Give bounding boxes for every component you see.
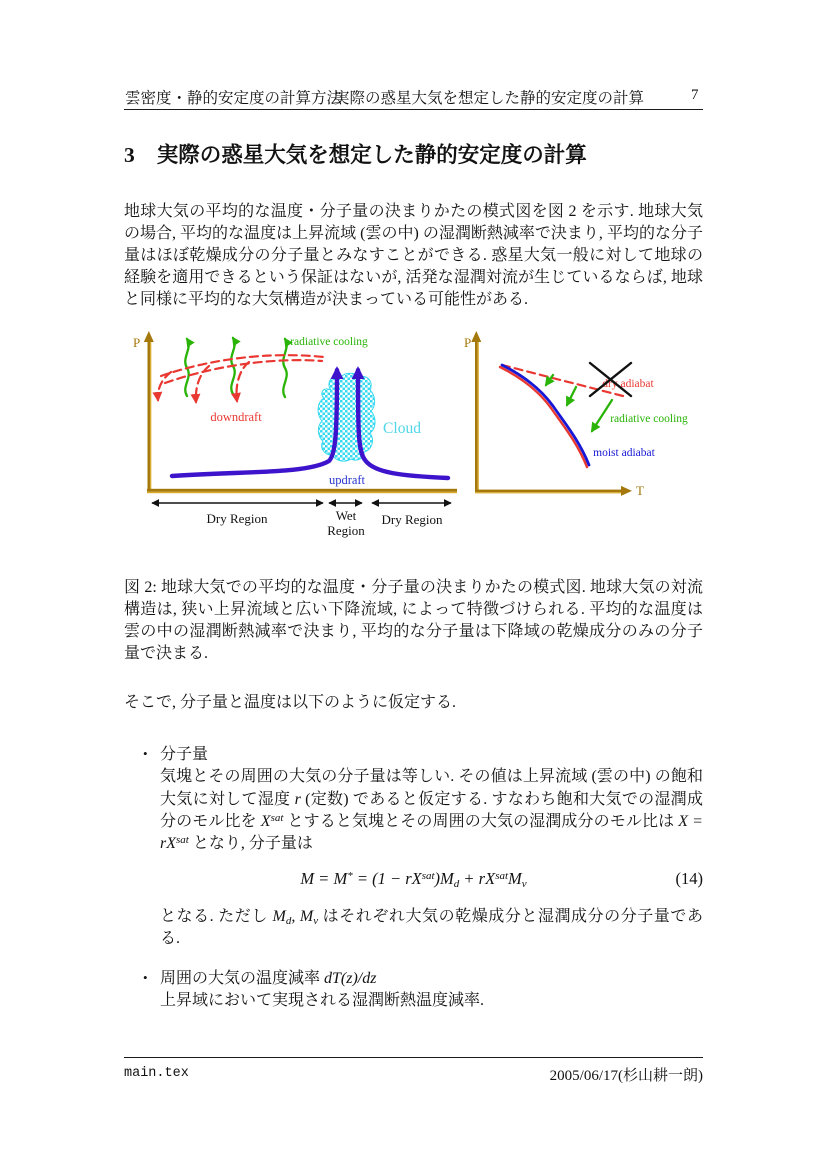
moist-adiabat-blue-curve [502,365,589,465]
moist-adiabat-red-curve [500,367,587,467]
bullet-2-title-row [143,967,703,990]
header-left-title: 雲密度・静的安定度の計算方法 [125,90,343,107]
header-right-title: 実際の惑星大気を想定した静的安定度の計算 [334,90,645,107]
paragraph-1: 地球大気の平均的な温度・分子量の決まりかたの模式図を図 2 を示す. 地球大気の場合, 平均的な温度は上昇流域 (雲の中) の湿潤断熱減率で決まり, 平均的な分子量はほぼ乾燥成分の分子量とみなすことができる. 惑星大気一般に対して地球の経験を適用できるという保証はないが, 活発な湿潤対流が生じているならば, 地球と同様に平均的な大気構造が決まっている可能性がある. [124,203,703,309]
math-md-sub: d [285,915,292,927]
math-xsat-base: X [260,812,271,830]
bullet-icon: • [143,746,148,761]
bullet-2-text-1: 周囲の大気の温度減率 [160,970,325,987]
right-p-axis-label: P [464,335,472,350]
eq-sub-v: v [521,878,527,890]
bullet-1-title-row [143,743,703,766]
section-number: 3 [124,143,135,167]
left-radiative-cooling-label: radiative cooling [290,336,368,348]
right-radiative-cooling-label: radiative cooling [610,413,688,425]
footer-date-author: 2005/06/17(杉山耕一朗) [549,1068,703,1084]
wet-region-label-line2: Region [327,523,365,538]
after-equation-text [160,906,703,951]
dry-adiabat-label: dry adiabat [602,378,654,390]
dry-region-left-label: Dry Region [206,511,268,526]
bullet-molecular-weight [143,743,703,855]
footer-filename: main.tex [124,1066,189,1081]
equation-number: (14) [675,869,703,888]
eq-sub-d: d [453,878,460,890]
math-md-base: M [272,908,286,925]
updraft-label: updraft [328,473,366,487]
eq-part-3: )M [434,869,454,888]
math-xsat-sup: sat [270,811,284,824]
bullet-2-body: 上昇域において実現される湿潤断熱温度減率. [160,992,485,1010]
math-x-rxsat-sup: sat [176,834,189,847]
bullet-1-title: 分子量 [160,746,209,763]
right-diagram [460,330,710,505]
page-number: 7 [691,87,699,103]
cloud-shape [318,373,375,461]
bullet-1-text-3: とすると気塊とその周囲の大気の湿潤成分のモル比は [283,812,679,830]
eq-sup-sat-1: sat [421,870,435,882]
left-p-axis-label: P [133,335,141,350]
eq-sup-sat-2: sat [495,870,509,882]
right-t-axis-label: T [636,483,644,498]
dry-region-right-label: Dry Region [381,512,443,527]
bullet-lapse-rate [143,967,703,1013]
math-r: r [294,790,301,808]
downdraft-arrows [158,355,324,402]
wet-region-label-line1: Wet [335,508,357,523]
left-diagram [125,330,465,542]
after-eq-text-1: となる. ただし [160,908,273,925]
bullet-1-text-2: (定数) であると仮定する. すなわち飽和大気での湿潤成分のモル比を [160,790,703,830]
paragraph-2: そこで, 分子量と温度は以下のように仮定する. [124,694,457,711]
figure-caption: 図 2: 地球大気での平均的な温度・分子量の決まりかたの模式図. 地球大気の対流構造は, 狭い上昇流域と広い下降流域, によって特徴づけられる. 平均的な温度は雲の中の湿潤断熱減率で決まり, 平均的な分子量は下降域の乾燥成分のみの分子量で決まる. [124,579,703,663]
math-comma: , [291,908,300,925]
header-rule [124,109,703,110]
downdraft-label: downdraft [210,410,262,424]
section-title: 実際の惑星大気を想定した静的安定度の計算 [156,143,587,167]
footer-rule [124,1057,703,1058]
right-diagram-axes [471,331,632,496]
after-eq-text-2: はそれぞれ大気の乾燥成分と湿潤成分の分子量である. [160,908,703,948]
bullet-1-body [160,766,703,855]
eq-part-5: M [508,869,522,888]
eq-part-4: + rX [459,869,496,888]
eq-sup-star: * [347,870,353,882]
section-heading [124,138,587,169]
cloud-label: Cloud [383,420,421,437]
bullet-1-text-4: となり, 分子量は [188,835,313,853]
eq-part-1: M = M [300,869,348,888]
math-mv-base: M [299,908,314,925]
math-dtdz: dT(z)/dz [324,970,377,987]
bullet-icon: • [143,970,148,985]
eq-part-2: = (1 − rX [352,869,422,888]
moist-adiabat-label: moist adiabat [593,447,655,459]
bullet-1-text-1: 気塊とその周囲の大気の分子量は等しい. その値は上昇流域 (雲の中) の飽和大気に対して湿度 [160,768,703,808]
equation-14 [124,869,703,889]
math-mv-sub: v [313,915,319,927]
math-x-rxsat-base: X = rX [160,812,703,853]
